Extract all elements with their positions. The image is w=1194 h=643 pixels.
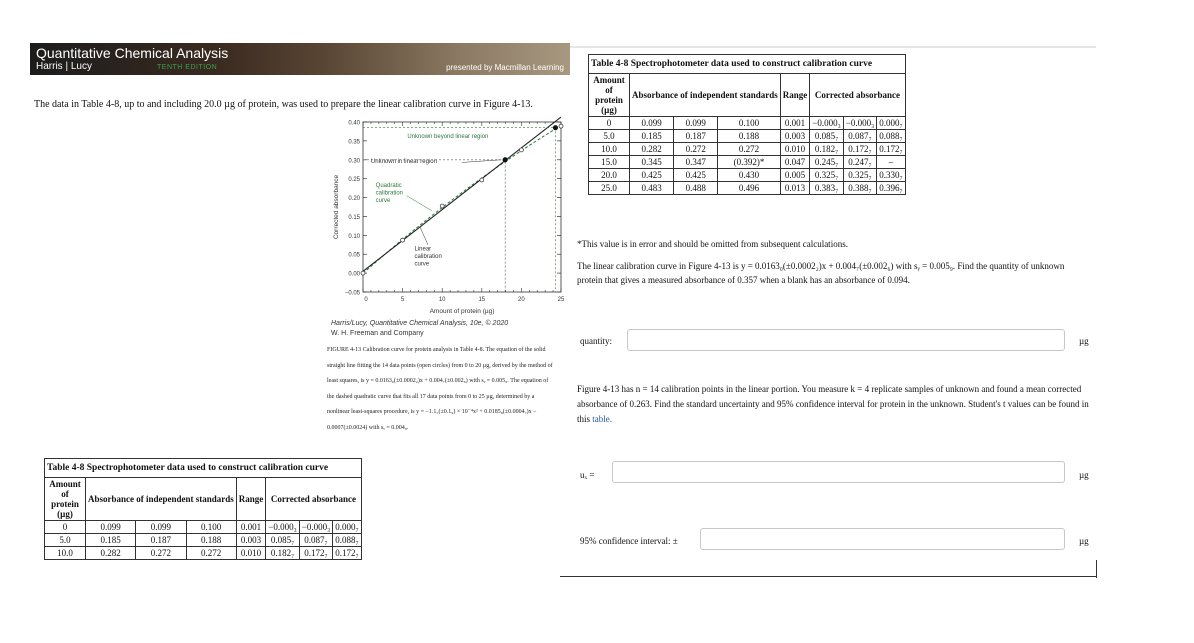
spectrophotometer-table — [588, 54, 906, 195]
problem2-text — [577, 382, 1092, 427]
table-cell: 0.345 — [630, 156, 674, 169]
table-cell: 0.185 — [630, 130, 674, 143]
table-cell: 0.282 — [630, 143, 674, 156]
t-table-link[interactable]: table. — [592, 414, 613, 424]
table-cell: 0.187 — [674, 130, 718, 143]
annotation-unknown-beyond: Unknown beyond linear region — [407, 133, 489, 140]
table-cell: 20.0 — [589, 169, 630, 182]
table-cell: 0.172₇ — [299, 547, 332, 560]
table-row — [45, 534, 362, 547]
plot-frame — [363, 122, 561, 292]
table-cell: 0.430 — [718, 169, 781, 182]
table-cell: 0.496 — [718, 182, 781, 195]
table-cell: 0.001 — [780, 117, 810, 130]
annotation-linear: calibration — [414, 254, 442, 260]
table-cell: 0.488 — [674, 182, 718, 195]
ci-unit: µg — [1079, 536, 1089, 546]
table-cell: 0.172₇ — [877, 143, 905, 156]
quantity-unit: µg — [1079, 336, 1089, 346]
table-cell: 25.0 — [589, 182, 630, 195]
table-footnote: *This value is in error and should be omitted from subsequent calculations. — [577, 239, 848, 249]
table-cell: 0.182₇ — [810, 143, 843, 156]
y-tick-label: 0.35 — [348, 139, 360, 146]
table-cell: 0.000₇ — [877, 117, 905, 130]
table-cell: 0.330₇ — [877, 169, 905, 182]
table-row — [589, 169, 906, 182]
x-tick-label: 10 — [438, 297, 446, 303]
table-cell: 0.047 — [780, 156, 810, 169]
table-cell: 0.088₇ — [333, 534, 361, 547]
table-cell: 0.396₇ — [877, 182, 905, 195]
col-header-range: Range — [236, 478, 266, 521]
unknown-beyond-point — [553, 125, 558, 130]
table-cell: 0.188 — [718, 130, 781, 143]
table-cell: 0.188 — [186, 534, 236, 547]
spectrophotometer-table-copy — [44, 458, 362, 560]
x-tick-label: 25 — [557, 297, 565, 303]
data-point — [519, 148, 523, 152]
annotation-quadratic: curve — [375, 198, 391, 205]
table-row — [45, 521, 362, 534]
table-cell: 0.085₇ — [810, 130, 843, 143]
table-cell: 0 — [589, 117, 630, 130]
figure-credit-line1: Harris/Lucy, Quantitative Chemical Analysis, 10e, © 2020 — [331, 320, 509, 327]
table-cell: 0.425 — [630, 169, 674, 182]
table-cell: 0.099 — [674, 117, 718, 130]
annotation-unknown-linear: Unknown in linear region — [370, 158, 437, 165]
table-cell: −0.000₃ — [843, 117, 876, 130]
top-divider — [570, 46, 1096, 48]
table-row — [589, 130, 906, 143]
table-cell: −0.000₃ — [266, 521, 299, 534]
table-cell: 0.172₇ — [333, 547, 361, 560]
table-row — [589, 182, 906, 195]
quantity-input[interactable] — [627, 329, 1065, 351]
y-tick-label: 0.05 — [348, 252, 360, 259]
table-cell: 15.0 — [589, 156, 630, 169]
table-cell: 0.272 — [186, 547, 236, 560]
col-header-absorbance: Absorbance of independent standards — [630, 74, 781, 117]
ci-input[interactable] — [700, 528, 1065, 550]
table-row — [589, 156, 906, 169]
table-cell: 0.483 — [630, 182, 674, 195]
x-tick-label: 15 — [478, 297, 486, 303]
table-cell: 0.272 — [674, 143, 718, 156]
book-authors: Harris | Lucy — [36, 61, 92, 72]
table-cell: 0.185 — [86, 534, 136, 547]
table-cell: 0.099 — [136, 521, 186, 534]
table-cell: 0.003 — [780, 130, 810, 143]
y-tick-label: 0.00 — [348, 271, 360, 278]
x-tick-label: 0 — [364, 297, 368, 303]
table-cell: 0.172₇ — [843, 143, 876, 156]
table-cell: 0.100 — [718, 117, 781, 130]
table-row — [589, 117, 906, 130]
x-tick-label: 20 — [518, 297, 525, 303]
table-cell: 0.282 — [86, 547, 136, 560]
table-row — [45, 547, 362, 560]
data-point — [480, 178, 484, 182]
data-point — [440, 204, 444, 208]
table-cell: 0.182₇ — [266, 547, 299, 560]
table-cell: 0.325₇ — [810, 169, 843, 182]
table-cell: 0.325₇ — [843, 169, 876, 182]
y-tick-label: 0.20 — [348, 196, 360, 203]
annotation-linear: Linear — [414, 246, 432, 253]
table-cell: 0.099 — [86, 521, 136, 534]
data-table-left — [44, 458, 362, 578]
figure-credit — [331, 319, 508, 339]
bottom-rule — [560, 576, 1097, 577]
y-tick-label: 0.15 — [348, 214, 360, 221]
table-cell: −0.000₃ — [810, 117, 843, 130]
data-point — [559, 124, 563, 128]
book-edition: TENTH EDITION — [157, 64, 218, 71]
table-cell: 0.088₇ — [877, 130, 905, 143]
y-tick-label: 0.30 — [348, 158, 360, 165]
table-cell: 0 — [45, 521, 86, 534]
y-tick-label: −0.05 — [344, 290, 360, 297]
table-cell: 0.388₇ — [843, 182, 876, 195]
ux-unit: µg — [1079, 470, 1089, 480]
col-header-corrected: Corrected absorbance — [266, 478, 361, 521]
table-cell: 0.087₇ — [299, 534, 332, 547]
quantity-label: quantity: — [580, 336, 612, 346]
y-tick-label: 0.25 — [348, 177, 360, 184]
col-header-amount: Amount of protein (µg) — [589, 74, 630, 117]
table-cell: 0.100 — [186, 521, 236, 534]
table-cell: 0.347 — [674, 156, 718, 169]
table-cell: 0.272 — [136, 547, 186, 560]
table-cell: – — [877, 156, 905, 169]
unknown-linear-point — [503, 157, 508, 162]
x-tick-label: 5 — [400, 297, 405, 303]
table-cell: 0.000₇ — [333, 521, 361, 534]
ux-input[interactable] — [612, 461, 1065, 483]
problem2-text-body: Figure 4-13 has n = 14 calibration points in the linear portion. You measure k = 4 replicate samples of unknown and found a mean corrected absorbance of 0.263. Find the standard uncertainty and 95% confidence interval for protein in the unknown. Student's t values can be found in this — [577, 384, 1089, 424]
ux-label: uₓ = — [580, 470, 595, 480]
table-cell: 0.010 — [780, 143, 810, 156]
data-table-right — [588, 54, 906, 195]
table-cell: 0.013 — [780, 182, 810, 195]
col-header-absorbance: Absorbance of independent standards — [86, 478, 237, 521]
figure-caption: FIGURE 4-13 Calibration curve for protein analysis in Table 4-8. The equation of the solid straight line fitting the 14 data points (open circles) from 0 to 20 µg, derived by the method of least squares, is y = 0.0163₀(±0.0002₂)x + 0.004₇(±0.002₆) with sᵧ = 0.005₉. The equation of the dashed quadratic curve that fits all 17 data points from 0 to 25 µg, determined by a nonlinear least-squares procedure, is y = −1.1₇(±0.1₉) × 10⁻⁴x² + 0.0185₈(±0.0004₇)x − 0.0007(±0.0024) with sᵧ = 0.004₈. — [327, 347, 553, 431]
x-axis-label: Amount of protein (µg) — [429, 308, 495, 315]
annotation-linear: curve — [414, 261, 430, 268]
col-header-amount: Amount of protein (µg) — [45, 478, 86, 521]
table-cell: 0.087₇ — [843, 130, 876, 143]
table-row — [589, 143, 906, 156]
table-cell: 10.0 — [45, 547, 86, 560]
right-rule — [1096, 560, 1097, 578]
col-header-corrected: Corrected absorbance — [810, 74, 905, 117]
table-cell: −0.000₃ — [299, 521, 332, 534]
problem-text: The linear calibration curve in Figure 4-13 is y = 0.0163₀(±0.0002₂)x + 0.004₇(±0.002₆) with sᵧ = 0.005₉. Find the quantity of unknown protein that gives a measured absorbance of 0.357 when a blank has an absorbance of 0.094. — [577, 261, 1065, 285]
table-cell: 0.245₇ — [810, 156, 843, 169]
book-banner — [30, 43, 570, 75]
table-cell: 0.001 — [236, 521, 266, 534]
table-cell: 0.085₇ — [266, 534, 299, 547]
table-cell: 0.247₇ — [843, 156, 876, 169]
table-cell: 5.0 — [589, 130, 630, 143]
table-cell: 0.099 — [630, 117, 674, 130]
book-title: Quantitative Chemical Analysis — [36, 45, 229, 61]
table-cell: 5.0 — [45, 534, 86, 547]
table-cell: 0.425 — [674, 169, 718, 182]
ci-label: 95% confidence interval: ± — [580, 536, 678, 546]
annotation-quadratic: calibration — [375, 190, 404, 197]
table-cell: 0.003 — [236, 534, 266, 547]
table-cell: 0.272 — [718, 143, 781, 156]
table-cell: (0.392)* — [718, 156, 781, 169]
table-cell: 0.383₇ — [810, 182, 843, 195]
y-tick-label: 0.10 — [348, 233, 360, 240]
intro-text: The data in Table 4-8, up to and including 20.0 µg of protein, was used to prepare the linear calibration curve in Figure 4-13. — [34, 99, 533, 110]
y-axis-label: Corrected absorbance — [333, 174, 340, 240]
col-header-range: Range — [780, 74, 810, 117]
table-cell: 0.187 — [136, 534, 186, 547]
y-tick-label: 0.40 — [348, 120, 360, 127]
table-cell: 10.0 — [589, 143, 630, 156]
annotation-quadratic: Quadratic — [375, 182, 402, 189]
table-title: Table 4-8 Spectrophotometer data used to construct calibration curve — [45, 459, 362, 478]
table-cell: 0.010 — [236, 547, 266, 560]
calibration-chart — [325, 116, 570, 316]
data-point — [361, 271, 365, 275]
table-cell: 0.005 — [780, 169, 810, 182]
figure-credit-line2: W. H. Freeman and Company — [331, 330, 424, 337]
table-title: Table 4-8 Spectrophotometer data used to construct calibration curve — [589, 55, 906, 74]
publisher-label: presented by Macmillan Learning — [446, 63, 564, 72]
data-point — [401, 238, 405, 242]
